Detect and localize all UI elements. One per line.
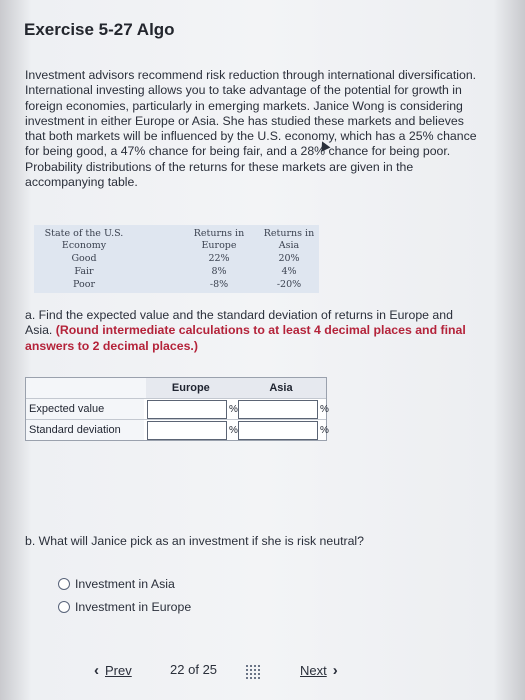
returns-row-fair-label: Fair <box>74 266 94 277</box>
returns-header-asia: Returns in <box>263 228 315 239</box>
question-navigation <box>0 662 525 684</box>
question-counter <box>170 662 217 677</box>
returns-row-good-europe: 22% <box>208 253 230 264</box>
returns-subheader-asia: Asia <box>278 240 300 251</box>
prev-button[interactable] <box>88 662 132 679</box>
returns-subheader-europe: Europe <box>201 240 237 251</box>
answer-cell-expected-asia <box>235 399 329 419</box>
answer-header-europe: Europe <box>171 382 210 394</box>
option-label-europe: Investment in Europe <box>75 600 192 614</box>
returns-row-good-label: Good <box>71 253 97 264</box>
returns-row-fair-europe: 8% <box>211 266 227 277</box>
exercise-title: Exercise 5-27 Algo <box>24 20 175 39</box>
returns-header-state: State of the U.S. <box>44 228 124 239</box>
radio-button-icon[interactable] <box>58 578 70 590</box>
option-label-asia: Investment in Asia <box>75 577 175 591</box>
returns-row-poor-asia: -20% <box>276 279 302 290</box>
part-a-instruction: (Round intermediate calculations to at least 4 decimal places and final answers to 2 decimal places.) <box>25 323 466 353</box>
option-investment-in-europe[interactable] <box>58 600 191 614</box>
returns-row-poor-label: Poor <box>73 279 95 290</box>
answer-table-header <box>26 378 326 399</box>
answer-cell-sd-europe <box>144 420 238 440</box>
answer-header-asia: Asia <box>269 382 293 394</box>
answer-row-expected-value <box>26 399 329 420</box>
grid-menu-icon[interactable] <box>245 664 261 680</box>
of-label: of <box>188 662 199 677</box>
percent-unit: % <box>229 403 238 415</box>
next-label: Next <box>300 663 327 678</box>
option-investment-in-asia[interactable] <box>58 577 175 591</box>
chevron-right-icon: › <box>332 662 338 679</box>
answer-row-standard-deviation <box>26 420 329 440</box>
returns-row-fair-asia: 4% <box>281 266 297 277</box>
answer-cell-expected-europe <box>144 399 238 419</box>
expected-value-asia-input[interactable] <box>238 400 318 419</box>
percent-unit: % <box>229 424 238 436</box>
percent-unit: % <box>320 403 329 415</box>
returns-subheader-economy: Economy <box>61 240 107 251</box>
prev-label: Prev <box>105 663 132 678</box>
answer-cell-sd-asia <box>235 420 329 440</box>
percent-unit: % <box>320 424 329 436</box>
radio-button-icon[interactable] <box>58 601 70 613</box>
answer-table <box>25 377 327 441</box>
returns-row-good-asia: 20% <box>278 253 300 264</box>
part-a-question <box>25 308 480 354</box>
part-b-question: b. What will Janice pick as an investment if she is risk neutral? <box>25 534 364 548</box>
part-a-text: a. Find the expected value and the standard deviation of returns in Europe and Asia. <box>25 308 453 338</box>
expected-value-europe-input[interactable] <box>147 400 227 419</box>
standard-deviation-europe-input[interactable] <box>147 421 227 440</box>
chevron-left-icon: ‹ <box>94 662 99 679</box>
answer-header-blank <box>26 378 146 398</box>
total-question-count: 25 <box>202 662 218 677</box>
answer-label-expected-value: Expected value <box>26 399 144 419</box>
problem-statement: Investment advisors recommend risk reduction through international diversification. International investing allows you to take advantage of the potential for growth in foreign economies, particularly in emerging markets. Janice Wong is considering investment in either Europe or Asia. She has studied these markets and believes that both markets will be influenced by the U.S. economy, which has a 25% chance for being good, a 47% chance for being fair, and a 28% chance for being poor. Probability distributions of the returns for these markets are given in the accompanying table. <box>25 68 477 190</box>
returns-row-poor-europe: -8% <box>209 279 229 290</box>
next-button[interactable] <box>300 662 344 679</box>
standard-deviation-asia-input[interactable] <box>238 421 318 440</box>
current-question-number: 22 <box>170 662 185 677</box>
returns-table <box>34 225 319 293</box>
returns-header-europe: Returns in <box>193 228 245 239</box>
answer-label-standard-deviation: Standard deviation <box>26 420 144 440</box>
